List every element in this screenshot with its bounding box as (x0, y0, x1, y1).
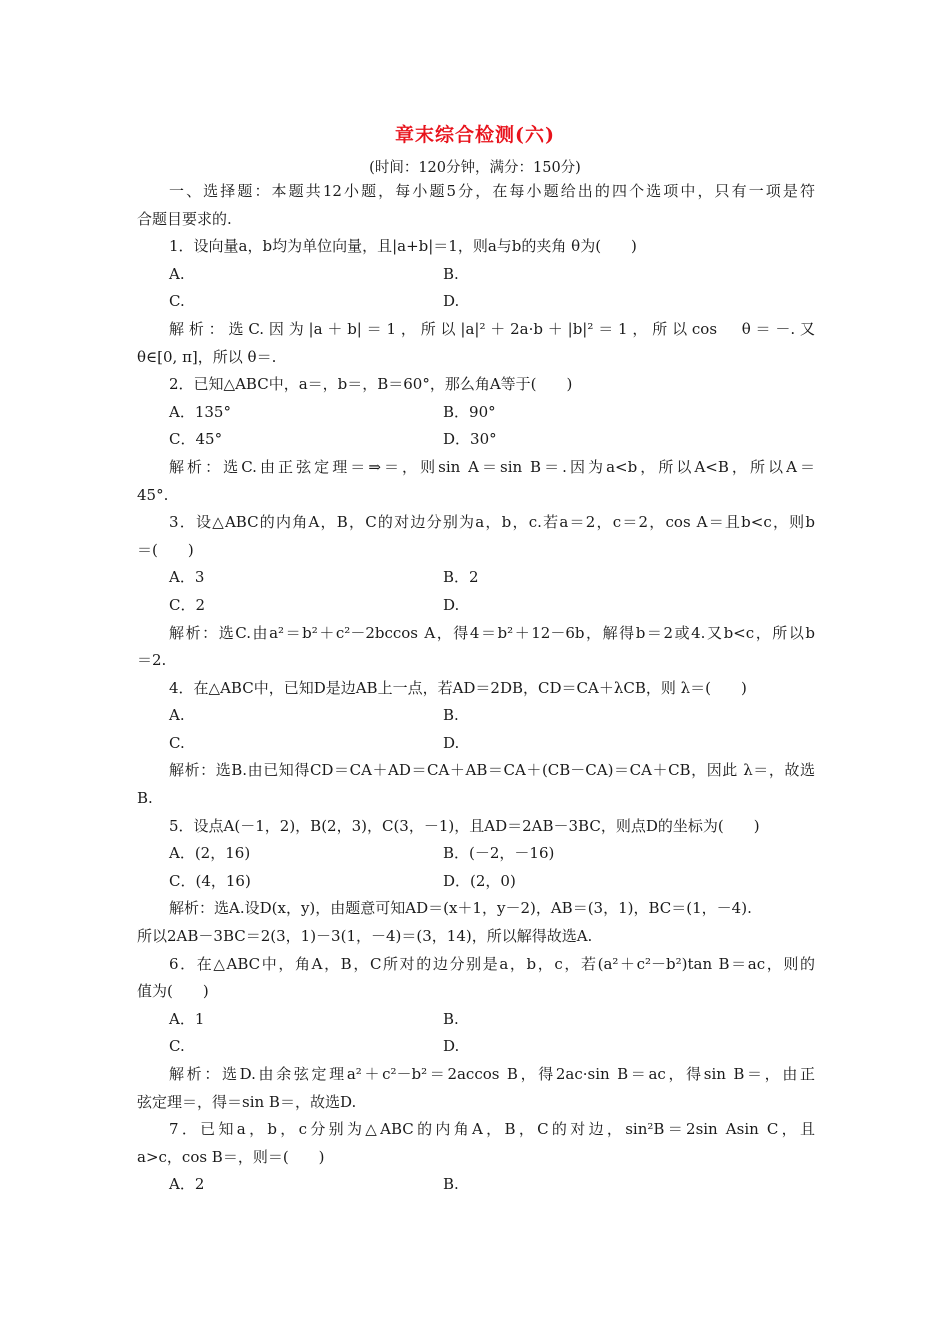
option: B. (443, 264, 459, 283)
option: A. (169, 706, 185, 725)
question-stem: a>c，cos B＝，则＝( ) (137, 1147, 325, 1166)
document-body (137, 178, 815, 1199)
question-stem: 5．设点A(－1，2)，B(2，3)，C(3，－1)，且AD＝2AB－3BC，则点D的坐标为( ) (169, 816, 760, 835)
option-row (137, 730, 815, 758)
option: A. (169, 264, 185, 283)
page-subtitle: (时间：120分钟，满分：150分) (369, 160, 581, 176)
option: D. (443, 595, 460, 614)
option-row (137, 1171, 815, 1199)
analysis-line: 解析：选C.由a²＝b²＋c²－2bccos A，得4＝b²＋12－6b，解得b＝2或4.又b<c，所以b (169, 623, 815, 642)
option-row (137, 261, 815, 289)
analysis-line: 所以2AB－3BC＝2(3，1)－3(1，－4)＝(3，14)，所以解得故选A. (137, 927, 593, 946)
analysis-line: 解析：选C.因为|a＋b|＝1，所以|a|²＋2a·b＋|b|²＝1，所以cos θ＝－.又 (169, 319, 815, 338)
analysis-line: 解析：选B.由已知得CD＝CA＋AD＝CA＋AB＝CA＋(CB－CA)＝CA＋CB，因此 λ＝，故选 (169, 761, 815, 780)
option: A．2 (169, 1175, 205, 1194)
option: C. (169, 733, 185, 752)
option: D．(2，0) (443, 871, 516, 890)
analysis-line: 解析：选A.设D(x，y)，由题意可知AD＝(x＋1，y－2)，AB＝(3，1)，BC＝(1，－4). (169, 899, 752, 918)
analysis-line: 解析：选D.由余弦定理a²＋c²－b²＝2accos B，得2ac·sin B＝ac，得sin B＝，由正 (169, 1065, 815, 1083)
option-row (137, 426, 815, 454)
option-row (137, 868, 815, 896)
option-row (137, 702, 815, 730)
option-row (137, 1006, 815, 1034)
question-stem: 7．已知a，b，c分别为△ABC的内角A，B，C的对边，sin²B＝2sin Asin C，且 (169, 1120, 815, 1139)
option: A．3 (169, 568, 205, 587)
option: B．(－2，－16) (443, 844, 555, 863)
option: C．2 (169, 595, 206, 614)
option: D．30° (443, 430, 497, 449)
question-stem: 值为( ) (137, 982, 209, 1001)
option: B．2 (443, 568, 479, 587)
question-stem: 3．设△ABC的内角A，B，C的对边分别为a，b，c.若a＝2，c＝2，cos A＝且b<c，则b (169, 513, 815, 532)
question-stem: ＝( ) (137, 540, 194, 559)
analysis-line: 弦定理＝，得＝sin B＝，故选D. (137, 1092, 357, 1111)
option: D. (443, 292, 460, 311)
option: D. (443, 1037, 460, 1056)
analysis-line: 45°. (137, 485, 169, 504)
option-row (137, 840, 815, 868)
option-row (137, 592, 815, 620)
option: B. (443, 1175, 459, 1194)
option: A．(2，16) (169, 844, 251, 863)
option: C. (169, 1037, 185, 1056)
question-stem: 1．设向量a，b均为单位向量，且|a+b|＝1，则a与b的夹角 θ为( ) (169, 237, 637, 256)
analysis-line: ＝2. (137, 651, 167, 670)
option: D. (443, 733, 460, 752)
intro-line: 合题目要求的. (137, 209, 232, 228)
analysis-line: θ∈[0, π]，所以 θ＝. (137, 347, 277, 366)
option: C. (169, 292, 185, 311)
option: B. (443, 1009, 459, 1028)
option: C．(4，16) (169, 871, 251, 890)
question-stem: 2．已知△ABC中，a＝，b＝，B＝60°，那么角A等于( ) (169, 375, 573, 394)
option: A．1 (169, 1009, 205, 1028)
question-stem: 6．在△ABC中，角A，B，C所对的边分别是a，b，c，若(a²＋c²－b²)tan B＝ac，则的 (169, 954, 815, 973)
option: C．45° (169, 430, 223, 449)
option-row (137, 564, 815, 592)
analysis-line: 解析：选C.由正弦定理＝⇒＝，则sin A＝sin B＝.因为a<b，所以A<B，所以A＝ (169, 457, 815, 476)
option-row (137, 399, 815, 427)
page-title: 章末综合检测(六) (395, 124, 555, 146)
question-stem: 4．在△ABC中，已知D是边AB上一点，若AD＝2DB，CD＝CA＋λCB，则 λ＝( ) (169, 678, 747, 697)
option: B．90° (443, 402, 496, 421)
option: A．135° (169, 402, 231, 421)
option-row (137, 288, 815, 316)
option: B. (443, 706, 459, 725)
option-row (137, 1033, 815, 1061)
intro-line: 一、选择题：本题共12小题，每小题5分，在每小题给出的四个选项中，只有一项是符 (169, 182, 815, 200)
analysis-line: B. (137, 789, 153, 808)
